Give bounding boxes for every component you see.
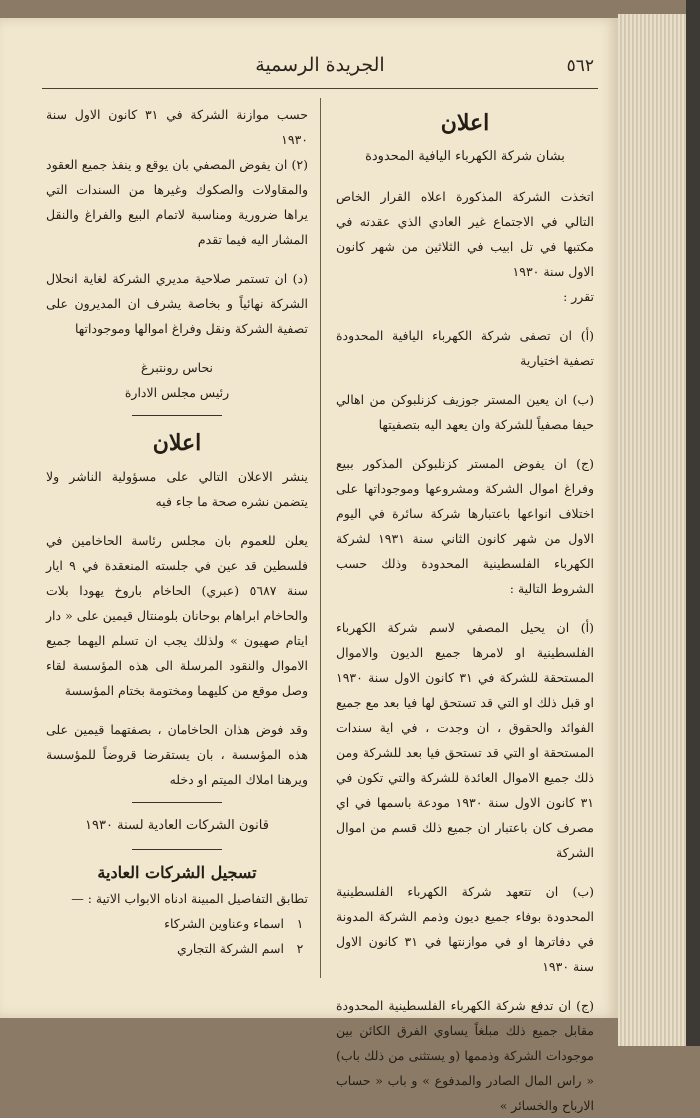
item-a: (أ) ان تصفى شركة الكهرباء اليافية المحدودة تصفية اختيارية — [336, 328, 594, 368]
document-page — [0, 18, 618, 1113]
continuation-text: حسب موازنة الشركة في ٣١ كانون الاول سنة ١٩٣٠ — [46, 107, 309, 147]
page-header — [40, 50, 600, 90]
registration-intro: تطابق التفاصيل المبينة ادناه الابواب الاتية : — — [71, 891, 308, 906]
notice-subtitle: بشان شركة الكهرباء اليافية المحدودة — [365, 149, 565, 164]
item-c: (ج) ان يفوض المستر كزنلبوكن المذكور ببيع وفراغ اموال الشركة ومشروعها وموجوداتها على اختلاف انواعها باعتبارها شركة سائرة في اليوم الاول من شهر كانون الثاني سنة ١٩٣١ لشركة الكهرباء الفلسطينية المحدودة وذلك حسب الشروط التالية : — [336, 456, 594, 596]
list-item-number: ١ — [296, 916, 304, 931]
condition-c: (ج) ان تدفع شركة الكهرباء الفلسطينية المحدودة مقابل جميع ذلك مبلغاً يساوي الفرق الكائن بين موجودات الشركة وذممها (و يستثنى من ذلك باب) « راس المال الصادر والمدفوع » و باب « حساب الارباح والخسائر » — [336, 998, 594, 1113]
signer-name: نحاس رونتبرغ — [140, 360, 214, 375]
section-divider — [132, 802, 222, 803]
page-number: ٥٦٢ — [566, 56, 594, 76]
list-item-text: اسم الشركة التجاري — [177, 941, 284, 956]
decided-label: تقرر : — [563, 289, 594, 304]
notice2-body-2: وقد فوض هذان الحاخامان ، بصفتهما قيمين على هذه المؤسسة ، بان يستقرضا قروضاً للمؤسسة ويرهنا املاك الميتم او دخله — [46, 722, 308, 787]
registration-title: تسجيل الشركات العادية — [97, 863, 257, 882]
right-column — [336, 102, 594, 1118]
continuation-item-d: (د) ان تستمر صلاحية مديري الشركة لغاية انحلال الشركة نهائياً و بخاصة يشرف ان المديرون على تصفية الشركة ونقل وفراغ اموالها وموجوداتها — [46, 271, 308, 336]
list-item-number: ٢ — [296, 941, 304, 956]
notice2-title: اعلان — [152, 430, 202, 456]
list-item-text: اسماء وعناوين الشركاء — [164, 916, 284, 931]
running-title: الجريدة الرسمية — [255, 54, 385, 76]
condition-a: (أ) ان يحيل المصفي لاسم شركة الكهرباء الفلسطينية او لامرها جميع الديون والاموال المستحقة للشركة في ٣١ كانون الاول سنة ١٩٣٠ او قبل ذلك او التي قد تستحق لها فيا بعد مع جميع الفوائد والحقوق ، ان وجدت ، في اية سندات المستحقة او التي قد تستحق فيا بعد للشركة ومن ذلك جميع الاموال العائدة للشركة والتي تكون في ٣١ كانون الاول سنة ١٩٣٠ مودعة باسمها في اي مصرف كان باعتبار ان جميع ذلك قسم من اموال الشركة — [336, 620, 594, 860]
column-divider — [320, 98, 321, 978]
notice2-body: يعلن للعموم بان مجلس رئاسة الحاخامين في فلسطين قد عين في جلسته المنعقدة في ٩ ايار سنة ٥٦٨٧ (عبري) الحاخام باروخ يهودا بلات والحاخام ابراهام بوحانان بلومنتال قيمين على « دار ايتام صهيون » ولذلك يجب ان تسلم اليهما جميع الاموال والنقود المرسلة الى هذه المؤسسة لقاء وصل موقع من كليهما ومختومة بختام المؤسسة — [46, 533, 308, 698]
notice2-disclaimer: ينشر الاعلان التالي على مسؤولية الناشر ولا يتضمن نشره صحة ما جاء فيه — [46, 469, 308, 509]
condition-b: (ب) ان تتعهد شركة الكهرباء الفلسطينية المحدودة بوفاء جميع ديون وذمم الشركة المدونة في دفاترها او في موازنتها في ٣١ كانون الاول سنة ١٩٣٠ — [336, 884, 594, 974]
law-title: قانون الشركات العادية لسنة ١٩٣٠ — [85, 818, 269, 833]
section-divider — [132, 415, 222, 416]
header-rule — [42, 88, 598, 89]
continuation-item-2: (٢) ان يفوض المصفي بان يوقع و ينفذ جميع العقود والمقاولات والصكوك وغيرها من السندات التي يراها ضرورية ومناسبة لاتمام البيع والفراغ والنقل المشار اليه فيما تقدم — [46, 157, 308, 247]
list-item — [46, 936, 308, 961]
section-divider — [132, 849, 222, 850]
left-column — [46, 102, 308, 961]
notice-title: اعلان — [440, 110, 490, 136]
list-item — [46, 911, 308, 936]
item-b: (ب) ان يعين المستر جوزيف كزنلبوكن من اهالي حيفا مصفياً للشركة وان يعهد اليه بتصفيتها — [336, 392, 594, 432]
notice-intro: اتخذت الشركة المذكورة اعلاه القرار الخاص التالي في الاجتماع غير العادي الذي عقدته في مكتبها في تل ابيب في الثلاثين من شهر كانون الاول سنة ١٩٣٠ — [336, 189, 594, 279]
book-binding — [686, 0, 700, 1046]
signer-title: رئيس مجلس الادارة — [124, 385, 230, 400]
